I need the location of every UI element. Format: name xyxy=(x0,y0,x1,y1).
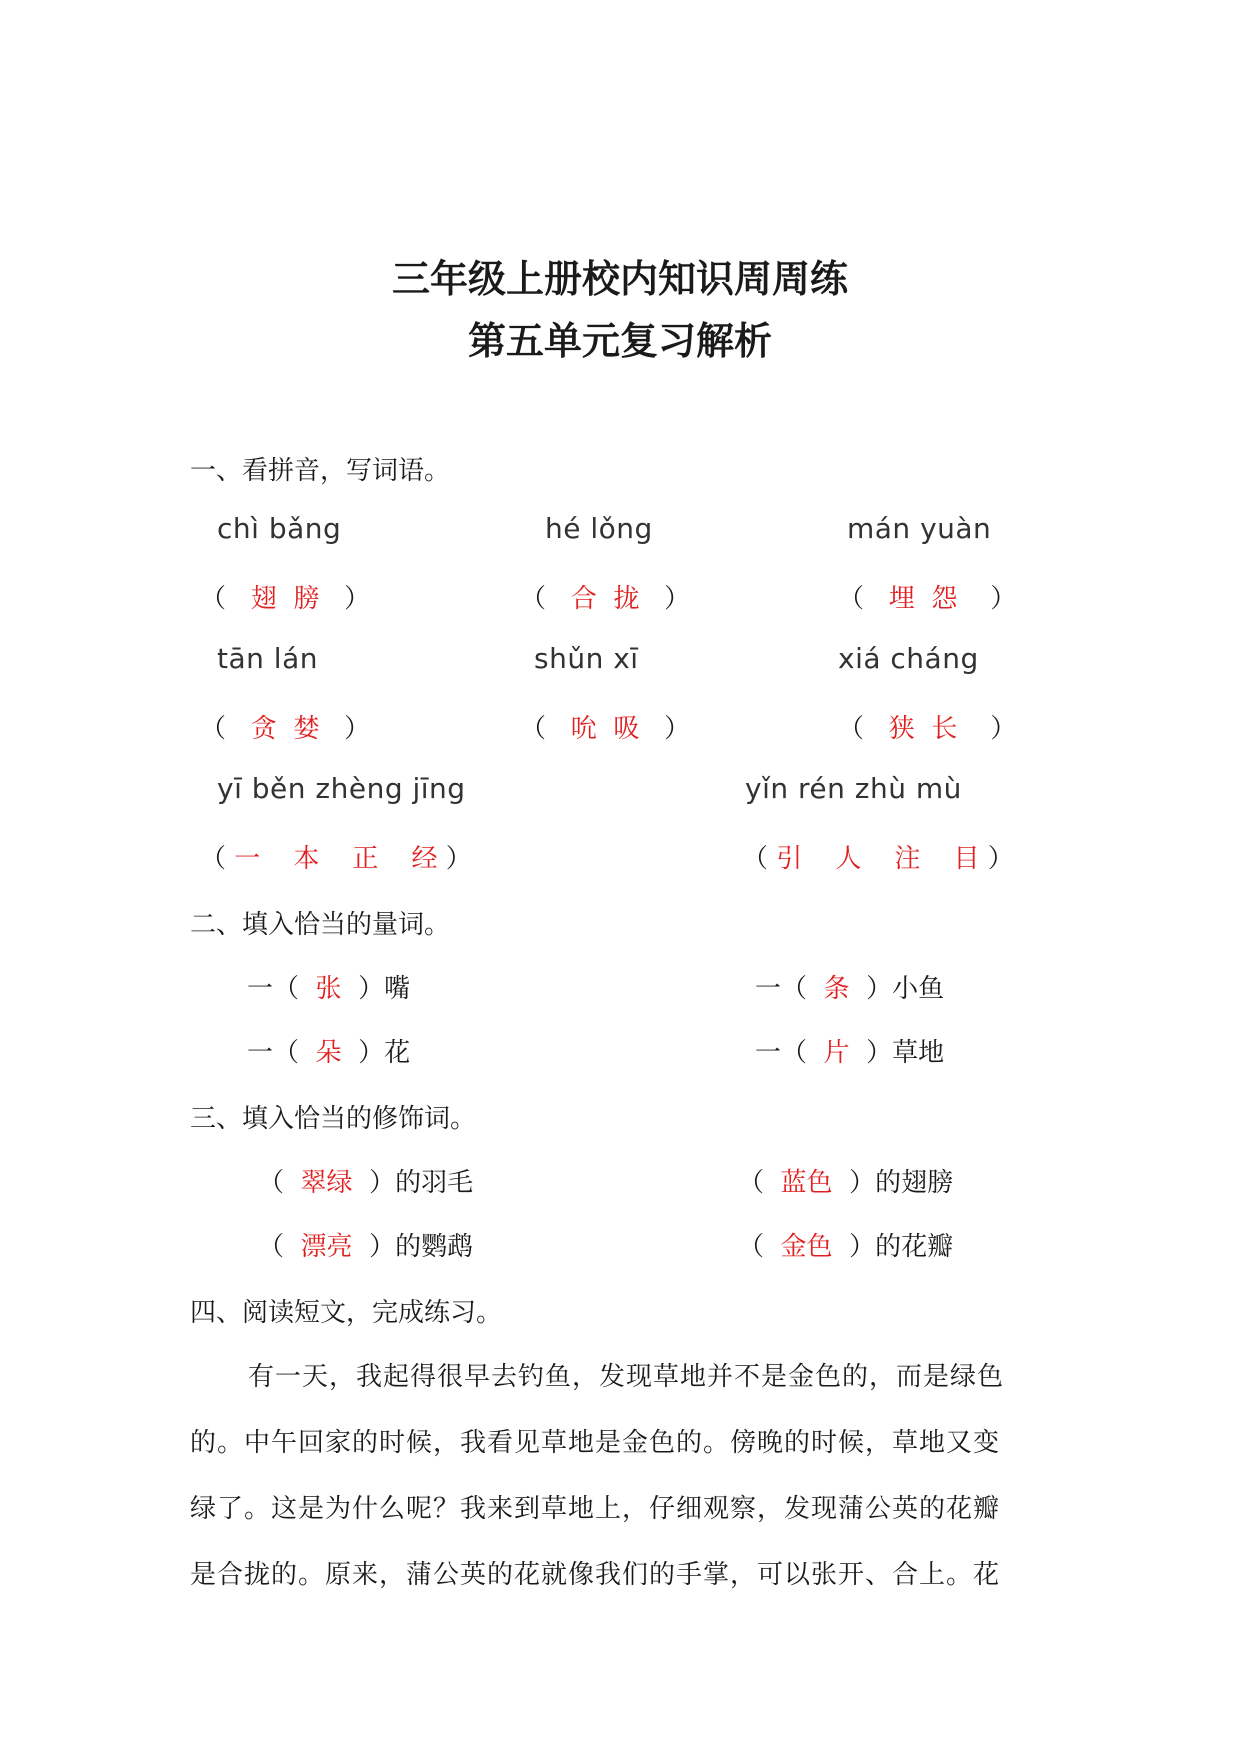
answer-char: 婪 xyxy=(293,714,320,744)
answer-char: 拢 xyxy=(613,584,640,614)
answer-char: 一 xyxy=(234,844,261,874)
answer-blank-4: （ 贪 婪 ） xyxy=(200,714,371,744)
suffix: 的鹦鹉 xyxy=(395,1232,474,1262)
answer-char: 埋 xyxy=(888,584,915,614)
page-subtitle: 第五单元复习解析 xyxy=(467,319,772,363)
section4-heading: 四、阅读短文，完成练习。 xyxy=(190,1298,503,1328)
answer-char: 狭 xyxy=(888,714,915,744)
answer: 朵 xyxy=(315,1038,342,1068)
passage-line-4: 是合拢的。原来，蒲公英的花就像我们的手掌，可以张开、合上。花 xyxy=(190,1560,1001,1590)
answer-blank-7: （ 一 本 正 经 ） xyxy=(200,844,472,874)
answer-char: 本 xyxy=(293,844,320,874)
answer-blank-5: （ 吮 吸 ） xyxy=(520,714,691,744)
answer: 翠绿 xyxy=(300,1168,353,1198)
answer: 蓝色 xyxy=(780,1168,833,1198)
pinyin-4: tān lán xyxy=(217,642,318,675)
page-title: 三年级上册校内知识周周练 xyxy=(391,257,848,301)
answer-char: 合 xyxy=(570,584,597,614)
pinyin-2: hé lǒng xyxy=(545,512,653,545)
pinyin-7: yī běn zhèng jīng xyxy=(217,772,466,805)
answer-char: 膀 xyxy=(293,584,320,614)
prefix: 一 xyxy=(755,1038,782,1068)
passage-line-2: 的。中午回家的时候，我看见草地是金色的。傍晚的时候，草地又变 xyxy=(190,1428,1001,1458)
suffix: 小鱼 xyxy=(892,974,945,1004)
answer-blank-1: （ 翅 膀 ） xyxy=(200,584,371,614)
answer-char: 怨 xyxy=(931,584,958,614)
prefix: 一 xyxy=(755,974,782,1004)
answer-char: 注 xyxy=(894,844,921,874)
modifier-3: （ 漂亮 ）的鹦鹉 xyxy=(258,1232,474,1262)
modifier-4: （ 金色 ）的花瓣 xyxy=(738,1232,954,1262)
suffix: 的花瓣 xyxy=(875,1232,954,1262)
pinyin-8: yǐn rén zhù mù xyxy=(745,772,962,805)
answer-char: 目 xyxy=(953,844,980,874)
answer-char: 经 xyxy=(411,844,438,874)
measure-word-2: 一（ 条 ）小鱼 xyxy=(755,974,945,1004)
passage-line-3: 绿了。这是为什么呢？我来到草地上，仔细观察，发现蒲公英的花瓣 xyxy=(190,1494,1001,1524)
pinyin-1: chì bǎng xyxy=(217,512,342,545)
pinyin-3: mán yuàn xyxy=(847,512,992,545)
answer-char: 长 xyxy=(931,714,958,744)
section2-heading: 二、填入恰当的量词。 xyxy=(190,910,451,940)
suffix: 的羽毛 xyxy=(395,1168,474,1198)
section3-heading: 三、填入恰当的修饰词。 xyxy=(190,1104,477,1134)
modifier-1: （ 翠绿 ）的羽毛 xyxy=(258,1168,474,1198)
modifier-2: （ 蓝色 ）的翅膀 xyxy=(738,1168,954,1198)
answer-char: 吸 xyxy=(613,714,640,744)
prefix: 一 xyxy=(247,974,274,1004)
suffix: 花 xyxy=(384,1038,411,1068)
suffix: 草地 xyxy=(892,1038,945,1068)
passage-line-1: 有一天，我起得很早去钓鱼，发现草地并不是金色的，而是绿色 xyxy=(248,1362,1005,1392)
measure-word-3: 一（ 朵 ）花 xyxy=(247,1038,411,1068)
section1-heading: 一、看拼音，写词语。 xyxy=(190,456,451,486)
answer-char: 贪 xyxy=(250,714,277,744)
answer: 条 xyxy=(823,974,850,1004)
answer-blank-6: （ 狭 长 ） xyxy=(838,714,1017,744)
measure-word-1: 一（ 张 ）嘴 xyxy=(247,974,411,1004)
measure-word-4: 一（ 片 ）草地 xyxy=(755,1038,945,1068)
answer-char: 人 xyxy=(835,844,862,874)
prefix: 一 xyxy=(247,1038,274,1068)
answer: 片 xyxy=(823,1038,850,1068)
answer: 张 xyxy=(315,974,342,1004)
answer-char: 引 xyxy=(776,844,803,874)
answer-blank-8: （ 引 人 注 目 ） xyxy=(742,844,1014,874)
answer-char: 正 xyxy=(352,844,379,874)
answer-blank-2: （ 合 拢 ） xyxy=(520,584,691,614)
answer: 漂亮 xyxy=(300,1232,353,1262)
answer-blank-3: （ 埋 怨 ） xyxy=(838,584,1017,614)
suffix: 嘴 xyxy=(384,974,411,1004)
answer-char: 翅 xyxy=(250,584,277,614)
answer: 金色 xyxy=(780,1232,833,1262)
pinyin-5: shǔn xī xyxy=(534,642,639,675)
answer-char: 吮 xyxy=(570,714,597,744)
pinyin-6: xiá cháng xyxy=(838,642,979,675)
suffix: 的翅膀 xyxy=(875,1168,954,1198)
